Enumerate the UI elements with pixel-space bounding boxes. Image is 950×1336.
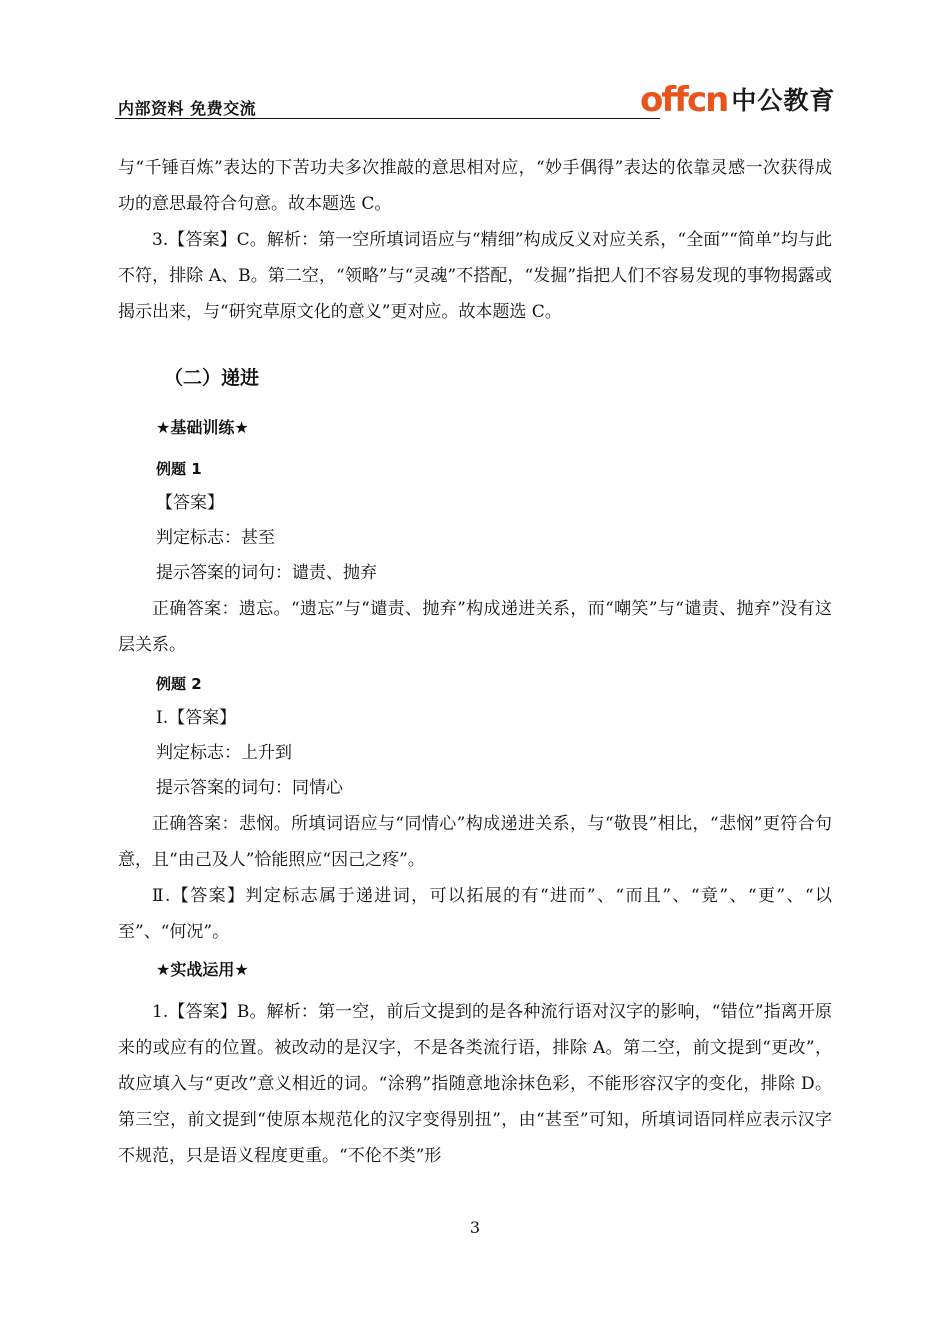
- example-2-correct: 正确答案：悲悯。所填词语应与“同情心”构成递进关系，与“敬畏”相比，“悲悯”更符合句意，且“由己及人”恰能照应“因己之疼”。: [118, 814, 832, 870]
- paragraph-answer-3: 3.【答案】C。解析：第一空所填词语应与“精细”构成反义对应关系，“全面”“简单”均与此不符，排除 A、B。第二空，“领略”与“灵魂”不搭配，“发掘”指把人们不容易发现的事物揭露或揭示出来，与“研究草原文化的意义”更对应。故本题选 C。: [118, 230, 832, 322]
- basic-training-heading: ★基础训练★: [156, 418, 249, 437]
- example-2-title: 例题 2: [156, 675, 202, 693]
- page-number: 3: [469, 1218, 481, 1237]
- logo-text-en: offcn: [640, 80, 728, 120]
- example-1-answer-label: 【答案】: [156, 493, 224, 513]
- document-body: [118, 150, 832, 1174]
- practical-use-heading: ★实战运用★: [156, 960, 249, 979]
- logo-text-cn: 中公教育: [731, 86, 836, 115]
- practice-answer-1: 1.【答案】B。解析：第一空，前后文提到的是各种流行语对汉字的影响，“错位”指离开原来的或应有的位置。被改动的是汉字，不是各类流行语，排除 A。第二空，前文提到“更改”，故应填入与“更改”意义相近的词。“涂鸦”指随意地涂抹色彩，不能形容汉字的变化，排除 D。第三空，前文提到“使原本规范化的汉字变得别扭”，由“甚至”可知，所填词语同样应表示汉字不规范，只是语义程度更重。“不伦不类”形: [118, 1002, 832, 1166]
- example-2-marker: 判定标志：上升到: [156, 743, 292, 763]
- example-2-answer-label: Ⅰ.【答案】: [156, 708, 237, 728]
- example-1-title: 例题 1: [156, 460, 202, 478]
- section-title: （二）递进: [164, 367, 260, 389]
- header-label: 内部资料 免费交流: [118, 99, 257, 118]
- example-2-hint: 提示答案的词句：同情心: [156, 778, 343, 798]
- offcn-logo: [640, 78, 835, 120]
- example-1-marker: 判定标志：甚至: [156, 528, 275, 548]
- example-1-correct: 正确答案：遗忘。“遗忘”与“谴责、抛弃”构成递进关系，而“嘲笑”与“谴责、抛弃”没有这层关系。: [118, 599, 832, 655]
- example-2-part2: Ⅱ.【答案】判定标志属于递进词，可以拓展的有“进而”、“而且”、“竟”、“更”、“以至”、“何况”。: [118, 886, 832, 942]
- header-divider: [115, 118, 660, 119]
- paragraph-continued: 与“千锤百炼”表达的下苦功夫多次推敲的意思相对应，“妙手偶得”表达的依靠灵感一次获得成功的意思最符合句意。故本题选 C。: [118, 158, 832, 214]
- example-1-hint: 提示答案的词句：谴责、抛弃: [156, 563, 377, 583]
